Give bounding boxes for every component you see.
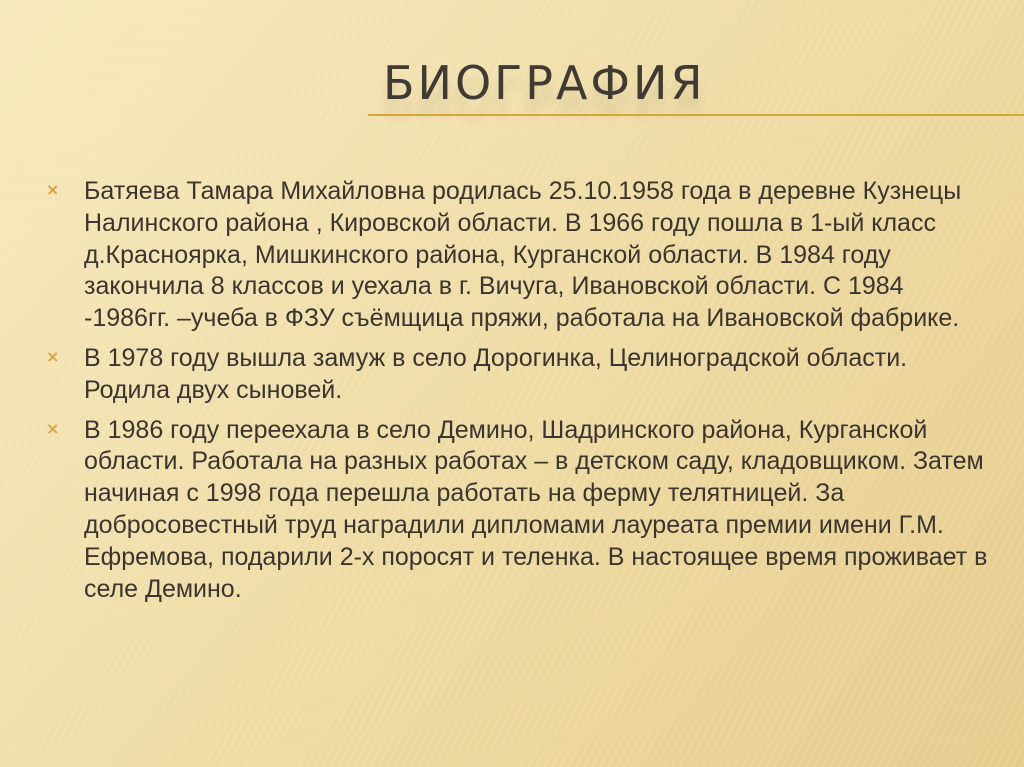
bullet-text: В 1986 году переехала в село Демино, Шадринского района, Курганской области. Работала на разных работах – в детском саду, кладовщиком. Затем начиная с 1998 года перешла работать на ферму телятницей. За добросовестный труд наградили дипломами лауреата премии имени Г.М. Ефремова, подарили 2-х поросят и теленка. В настоящее время проживает в селе Демино.: [84, 415, 988, 603]
bullet-item: [40, 176, 992, 335]
bullet-item: [40, 415, 992, 606]
title-underline: [368, 114, 1024, 116]
slide-title: БИОГРАФИЯ: [383, 56, 706, 110]
bullet-cross-icon: ×: [46, 180, 60, 199]
bullet-text: Батяева Тамара Михайловна родилась 25.10.1958 года в деревне Кузнецы Налинского района , Кировской области. В 1966 году пошла в 1-ый класс д.Красноярка, Мишкинского района, Курганской области. В 1984 году закончила 8 классов и уехала в г. Вичуга, Ивановской области. С 1984 -1986гг. –учеба в ФЗУ съёмщица пряжи, работала на Ивановской фабрике.: [84, 177, 962, 333]
biography-bullet-list: [40, 176, 992, 613]
bullet-cross-icon: ×: [46, 346, 60, 366]
bullet-text: В 1978 году вышла замуж в село Дорогинка, Целиноградской области. Родила двух сыновей.: [84, 343, 908, 404]
bullet-cross-icon: ×: [46, 418, 60, 438]
bullet-item: [40, 343, 992, 407]
